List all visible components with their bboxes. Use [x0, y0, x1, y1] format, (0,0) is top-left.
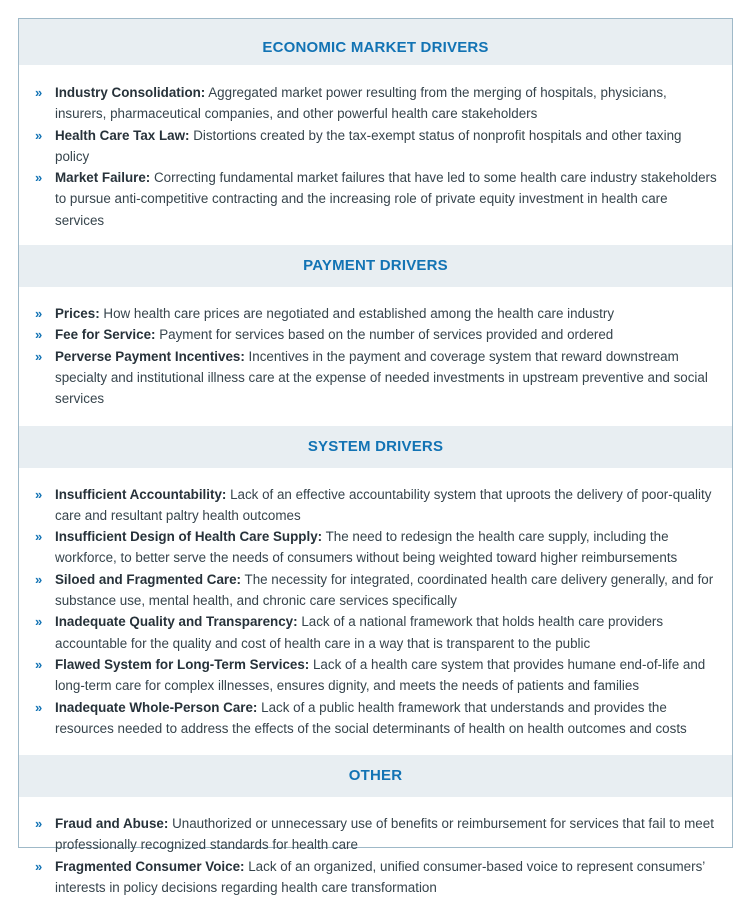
list-item: [35, 813, 718, 856]
item-term: Fragmented Consumer Voice:: [55, 858, 245, 874]
item-description: Incentives in the payment and coverage system that reward downstream specialty and institutional illness care at the expense of needed investments in upstream preventive and social services: [55, 348, 708, 407]
chevron-right-icon: »: [35, 306, 42, 322]
chevron-right-icon: »: [35, 571, 42, 587]
item-term: Fee for Service:: [55, 327, 156, 343]
list-item: [35, 82, 718, 125]
item-term: Fraud and Abuse:: [55, 816, 169, 832]
section-header-payment: PAYMENT DRIVERS: [19, 245, 732, 287]
item-description: How health care prices are negotiated and established among the health care industry: [103, 306, 615, 322]
list-item: [35, 303, 718, 324]
section-header-economic: ECONOMIC MARKET DRIVERS: [19, 19, 732, 65]
list-item: [35, 346, 718, 410]
item-term: Siloed and Fragmented Care:: [55, 571, 242, 587]
list-item: [35, 611, 718, 654]
item-description: Lack of an effective accountability system that uproots the delivery of poor-quality care and resultant paltry health outcomes: [55, 486, 712, 523]
section-header-system: SYSTEM DRIVERS: [19, 426, 732, 468]
section-items-system: [19, 468, 732, 740]
item-description: Lack of a national framework that holds health care providers accountable for the quality and cost of health care in a way that is transparent to the public: [55, 614, 664, 651]
chevron-right-icon: »: [35, 656, 42, 672]
chevron-right-icon: »: [35, 85, 42, 100]
list-item: [35, 526, 718, 569]
item-term: Health Care Tax Law:: [55, 127, 190, 143]
chevron-right-icon: »: [35, 170, 42, 186]
list-item: [35, 856, 718, 898]
chevron-right-icon: »: [35, 486, 42, 502]
chevron-right-icon: »: [35, 529, 42, 545]
list-item: [35, 654, 718, 697]
section-items-other: [19, 797, 732, 898]
item-description: Lack of a public health framework that understands and provides the resources needed to address the effects of the social determinants of health on health outcomes and costs: [55, 699, 687, 736]
item-term: Inadequate Quality and Transparency:: [55, 614, 298, 630]
drivers-panel: [18, 18, 733, 896]
list-item: [35, 125, 718, 168]
item-description: The necessity for integrated, coordinated health care delivery generally, and for substance use, mental health, and chronic care services specifically: [55, 571, 714, 609]
list-item: [35, 484, 718, 527]
item-term: Market Failure:: [55, 170, 151, 186]
chevron-right-icon: »: [35, 699, 42, 715]
item-term: Inadequate Whole-Person Care:: [55, 699, 258, 715]
item-description: Payment for services based on the number of services provided and ordered: [159, 327, 614, 343]
chevron-right-icon: »: [35, 127, 42, 143]
item-description: Unauthorized or unnecessary use of benefits or reimbursement for services that fail to meet professionally recognized standards for health care: [55, 816, 714, 853]
item-description: Lack of an organized, unified consumer-based voice to represent consumers’ interests in policy decisions regarding health care transformation: [55, 858, 705, 896]
item-description: Aggregated market power resulting from the merging of hospitals, physicians, insurers, pharmaceutical companies, and other powerful health care stakeholders: [55, 85, 667, 122]
item-description: The need to redesign the health care supply, including the workforce, to better serve the needs of consumers without being weighted toward higher reimbursements: [55, 529, 678, 566]
section-items-payment: [19, 287, 732, 409]
chevron-right-icon: »: [35, 348, 42, 364]
item-term: Insufficient Design of Health Care Supply:: [55, 529, 323, 545]
list-item: [35, 324, 718, 345]
item-term: Prices:: [55, 306, 100, 322]
list-item: [35, 167, 718, 231]
chevron-right-icon: »: [35, 614, 42, 630]
list-item: [35, 569, 718, 612]
item-term: Flawed System for Long-Term Services:: [55, 656, 310, 672]
list-item: [35, 697, 718, 740]
item-description: Lack of a health care system that provides humane end-of-life and long-term care for complex illnesses, ensures dignity, and meets the needs of patients and families: [55, 656, 706, 694]
section-header-other: OTHER: [19, 755, 732, 797]
section-items-economic: [19, 65, 732, 231]
item-description: Distortions created by the tax-exempt status of nonprofit hospitals and other taxing policy: [55, 127, 682, 164]
chevron-right-icon: »: [35, 816, 42, 832]
item-description: Correcting fundamental market failures that have led to some health care industry stakeholders to pursue anti-competitive contracting and the increasing role of private equity investment in health care services: [55, 170, 717, 228]
item-term: Insufficient Accountability:: [55, 486, 227, 502]
item-term: Perverse Payment Incentives:: [55, 348, 245, 364]
chevron-right-icon: »: [35, 327, 42, 343]
chevron-right-icon: »: [35, 858, 42, 874]
item-term: Industry Consolidation:: [55, 85, 206, 100]
